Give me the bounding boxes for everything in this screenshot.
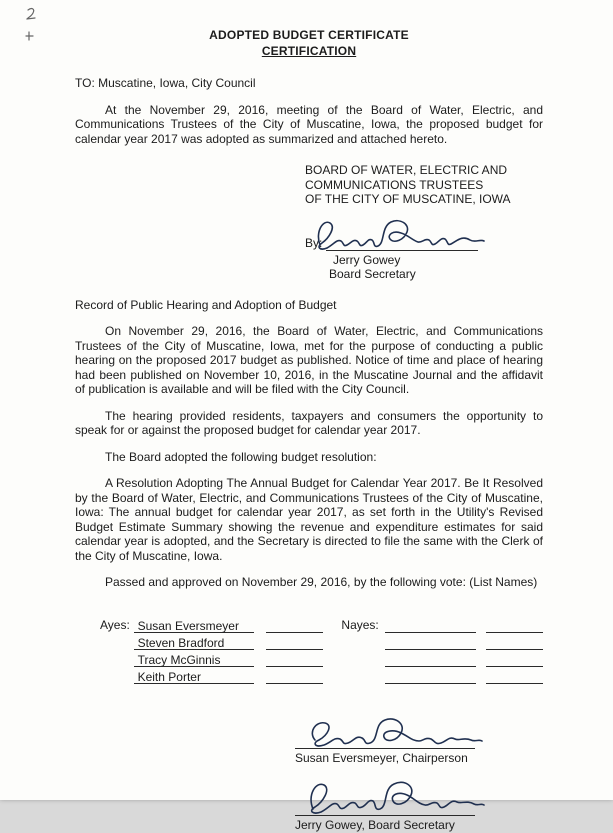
naye-blank-line [385, 669, 476, 684]
chairperson-signature-block [295, 714, 480, 766]
signature-line [295, 813, 475, 816]
blank-line [266, 669, 323, 684]
org-name-line-2: COMMUNICATIONS TRUSTEES [305, 177, 484, 192]
org-name-line-3: OF THE CITY OF MUSCATINE, IOWA [305, 192, 511, 206]
blank-line [266, 618, 323, 633]
paragraph-hearing: On November 29, 2016, the Board of Water, Electric, and Communications Trustees of the City of Muscatine, Iowa, met for the purpose of conducting a public hearing on the proposed 2017 budget as published. Notice of time and place of hearing had been published on November 10, 2016, in the Muscatine Journal and the affidavit of publication is available and will be filed with the City Council. [75, 324, 543, 396]
handwritten-corner-marks [22, 6, 42, 50]
handwritten-mark-icon [22, 6, 42, 46]
blank-line [266, 635, 323, 650]
aye-name-line: Steven Bradford [134, 636, 255, 650]
signature-line [295, 746, 475, 749]
by-signature-row [305, 221, 543, 251]
paragraph-resolution: A Resolution Adopting The Annual Budget for Calendar Year 2017. Be It Resolved by the Board of Water, Electric, and Communications Trustees of the City of Muscatine, Iowa: The annual budget for calendar year 2017, as set forth in the Utility's Revised Budget Estimate Summary showing the revenue and expenditure estimates for said calendar year is adopted, and the Secretary is directed to file the same with the Clerk of the City of Muscatine, Iowa. [75, 476, 543, 563]
vote-record [100, 616, 543, 684]
nayes-label: Nayes: [341, 618, 379, 632]
blank-line [486, 652, 543, 667]
aye-name-line: Susan Eversmeyer [134, 619, 255, 633]
naye-blank-line [385, 652, 476, 667]
blank-line [486, 635, 543, 650]
secretary-signature-block [295, 777, 480, 833]
org-name-line-1: BOARD OF WATER, ELECTRIC AND [305, 163, 508, 177]
secretary-caption: Jerry Gowey, Board Secretary [295, 818, 455, 832]
blank-line [486, 669, 543, 684]
chairperson-caption: Susan Eversmeyer, Chairperson [295, 750, 468, 765]
vote-row [100, 633, 543, 650]
ayes-label: Ayes: [100, 618, 130, 632]
paragraph-resolution-intro: The Board adopted the following budget resolution: [105, 449, 377, 464]
record-heading: Record of Public Hearing and Adoption of Budget [75, 297, 337, 312]
board-signature-block [305, 163, 543, 282]
blank-line [486, 618, 543, 633]
vote-row [100, 667, 543, 684]
naye-blank-line [385, 635, 476, 650]
signer-title: Board Secretary [329, 267, 416, 281]
paragraph-opportunity: The hearing provided residents, taxpayers and consumers the opportunity to speak for or against the proposed budget for calendar year 2017. [75, 408, 543, 437]
document-title: ADOPTED BUDGET CERTIFICATE [209, 28, 409, 42]
paragraph-adoption: At the November 29, 2016, meeting of the Board of Water, Electric, and Communications Trustees of the City of Muscatine, Iowa, the proposed budget for calendar year 2017 was adopted as summarized and attached hereto. [75, 102, 543, 146]
naye-blank-line [385, 618, 476, 633]
signature-line [326, 236, 478, 251]
vote-row [100, 650, 543, 667]
by-label: By: [305, 236, 323, 250]
blank-line [266, 652, 323, 667]
document-subtitle: CERTIFICATION [261, 43, 357, 58]
title-block [75, 28, 543, 58]
aye-name-line: Tracy McGinnis [134, 653, 255, 667]
aye-name-line: Keith Porter [134, 670, 255, 684]
addressee-line: TO: Muscatine, Iowa, City Council [75, 76, 256, 90]
signer-name: Jerry Gowey [333, 252, 401, 267]
paragraph-passed: Passed and approved on November 29, 2016, by the following vote: (List Names) [105, 575, 538, 589]
vote-row [100, 616, 543, 633]
signature-jerry-gowey-icon [310, 215, 488, 257]
